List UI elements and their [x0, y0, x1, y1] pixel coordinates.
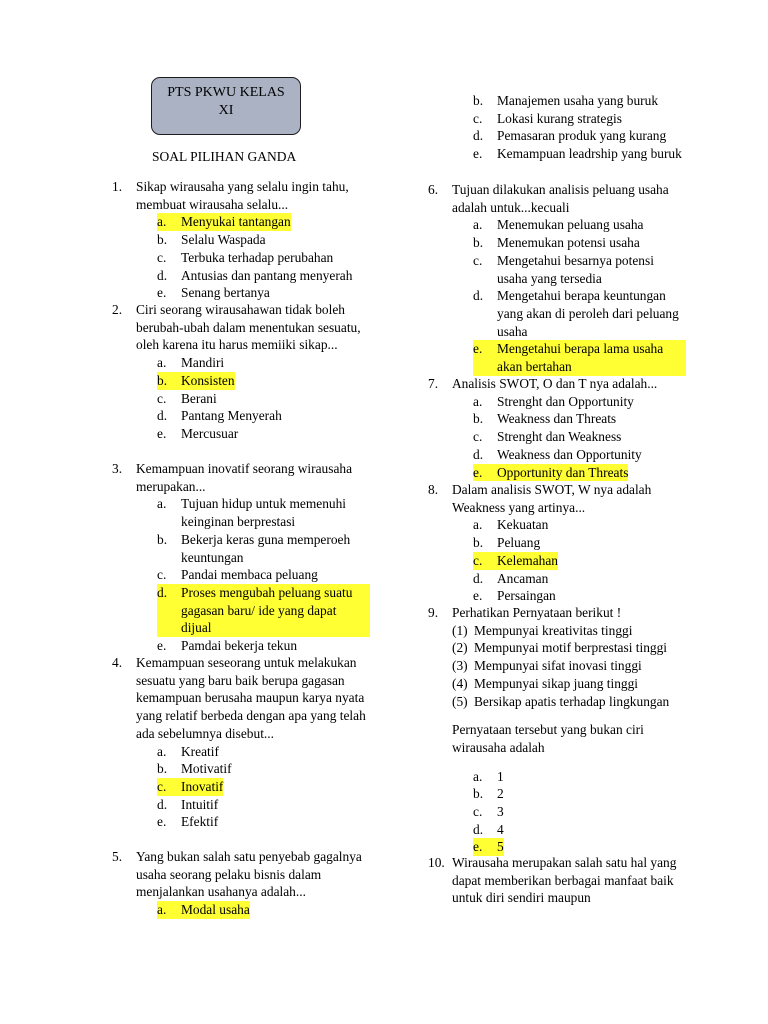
answer-option[interactable]: [473, 287, 686, 340]
option-letter: e.: [157, 814, 167, 830]
answer-option[interactable]: [473, 803, 686, 821]
option-letter: a.: [473, 517, 483, 533]
answer-option[interactable]: [473, 410, 686, 428]
option-text: Kreatif: [181, 743, 219, 759]
option-letter: b.: [473, 535, 484, 551]
question-block: [112, 301, 370, 443]
option-letter: a.: [473, 217, 483, 233]
question-number: 4.: [112, 655, 123, 670]
answer-option[interactable]: [473, 216, 686, 234]
question-number: 2.: [112, 302, 123, 317]
answer-option[interactable]: [157, 778, 370, 796]
answer-option[interactable]: [473, 821, 686, 839]
answer-option[interactable]: [157, 213, 370, 231]
highlighted-answer: [473, 464, 628, 482]
option-text: Pamdai bekerja tekun: [181, 638, 298, 654]
option-text: Menemukan peluang usaha: [497, 217, 644, 233]
option-letter: b.: [157, 761, 168, 777]
question-block: [428, 854, 686, 907]
question-block: [112, 460, 370, 655]
question-text: Kemampuan seseorang untuk melakukan sesuatu yang baru baik berupa gagasan kemampuan berusaha maupun karya nyata yang relatif berbeda dengan apa yang telah ada sebelumnya disebut...: [136, 655, 366, 741]
question-row: [428, 481, 686, 516]
question-text: Ciri seorang wirausahawan tidak boleh berubah-ubah dalam menentukan sesuatu, oleh karena itu harus memiiki sikap...: [136, 302, 361, 353]
option-letter: e.: [157, 425, 167, 441]
answer-option[interactable]: [473, 464, 686, 482]
answer-option[interactable]: [157, 495, 370, 530]
question-row: [112, 654, 370, 743]
option-text: Konsisten: [181, 372, 235, 388]
option-text: Manajemen usaha yang buruk: [497, 93, 659, 108]
option-letter: a.: [157, 902, 167, 918]
question-row: [428, 181, 686, 216]
option-letter: d.: [473, 128, 484, 144]
option-text: Kemampuan leadrship yang buruk: [497, 146, 682, 162]
option-letter: b.: [473, 235, 484, 251]
option-text: Intuitif: [181, 796, 219, 812]
option-letter: d.: [473, 288, 484, 304]
option-letter: a.: [473, 393, 483, 409]
answer-option[interactable]: [157, 584, 370, 637]
option-text: Strenght dan Weakness: [497, 429, 622, 445]
answer-option[interactable]: [473, 340, 686, 375]
answer-option[interactable]: [157, 284, 370, 302]
option-letter: e.: [473, 839, 483, 855]
option-letter: c.: [157, 567, 167, 583]
option-text: Tujuan hidup untuk memenuhi keinginan berprestasi: [181, 496, 347, 530]
question-number: 3.: [112, 461, 123, 476]
answer-option[interactable]: [157, 531, 370, 566]
option-text: 4: [497, 821, 504, 837]
question-row: [112, 178, 370, 213]
option-text: Inovatif: [181, 778, 224, 794]
answer-option[interactable]: [157, 249, 370, 267]
option-letter: d.: [157, 584, 168, 600]
option-letter: d.: [473, 446, 484, 462]
option-letter: c.: [157, 778, 167, 794]
option-letter: a.: [157, 355, 167, 371]
option-letter: e.: [157, 285, 167, 301]
option-letter: b.: [473, 93, 484, 108]
answer-option[interactable]: [157, 637, 370, 655]
option-text: Weakness dan Threats: [497, 411, 617, 427]
statement-number: (4): [452, 675, 468, 691]
option-letter: c.: [157, 249, 167, 265]
option-letter: b.: [157, 531, 168, 547]
answer-option[interactable]: [473, 92, 686, 110]
answer-option[interactable]: [473, 570, 686, 588]
option-text: Persaingan: [497, 588, 556, 604]
question-row: [112, 460, 370, 495]
option-letter: d.: [157, 796, 168, 812]
option-text: Mengetahui berapa lama usaha akan bertahan: [497, 341, 664, 375]
question-text: Kemampuan inovatif seorang wirausaha merupakan...: [136, 461, 353, 494]
statement-number: (1): [452, 622, 468, 638]
option-letter: d.: [473, 570, 484, 586]
answer-option[interactable]: [157, 743, 370, 761]
option-text: Efektif: [181, 814, 219, 830]
answer-option[interactable]: [157, 425, 370, 443]
option-letter: a.: [157, 214, 167, 230]
highlighted-answer: [157, 778, 223, 796]
option-text: Selalu Waspada: [181, 232, 266, 248]
highlighted-answer: [157, 901, 250, 919]
question-row: [112, 848, 370, 901]
option-letter: b.: [473, 411, 484, 427]
option-letter: b.: [157, 232, 168, 248]
highlighted-answer: [157, 584, 370, 637]
answer-option[interactable]: [157, 813, 370, 831]
answer-option[interactable]: [473, 534, 686, 552]
question-text: Yang bukan salah satu penyebab gagalnya usaha seorang pelaku bisnis dalam menjalankan usahanya adalah...: [136, 849, 362, 900]
answer-option[interactable]: [473, 768, 686, 786]
option-text: Menyukai tantangan: [181, 214, 291, 230]
answer-option[interactable]: [473, 587, 686, 605]
answer-option[interactable]: [473, 552, 686, 570]
answer-option[interactable]: [157, 231, 370, 249]
option-text: 2: [497, 786, 504, 802]
highlighted-answer: [473, 340, 686, 375]
answer-option[interactable]: [473, 252, 686, 287]
option-text: 5: [497, 839, 504, 855]
answer-option[interactable]: [473, 785, 686, 803]
option-text: Pandai membaca peluang: [181, 567, 318, 583]
option-letter: a.: [157, 743, 167, 759]
option-letter: c.: [473, 252, 483, 268]
option-letter: d.: [157, 267, 168, 283]
statement-text: Bersikap apatis terhadap lingkungan: [474, 693, 670, 709]
option-text: Mercusuar: [181, 425, 239, 441]
option-letter: c.: [473, 552, 483, 568]
section-subtitle: SOAL PILIHAN GANDA: [152, 149, 297, 164]
question-block: [428, 375, 686, 481]
title-line-2: XI: [218, 103, 234, 118]
answer-option[interactable]: [473, 110, 686, 128]
question-row: [428, 854, 686, 907]
option-text: Weakness dan Opportunity: [497, 446, 642, 462]
question-text: Wirausaha merupakan salah satu hal yang dapat memberikan berbagai manfaat baik untuk diri sendiri maupun: [452, 855, 677, 906]
answer-option[interactable]: [157, 372, 370, 390]
question-number: 7.: [428, 376, 439, 391]
option-letter: b.: [157, 372, 168, 388]
option-letter: e.: [473, 146, 483, 162]
answer-option[interactable]: [157, 407, 370, 425]
option-letter: a.: [157, 496, 167, 512]
option-letter: c.: [473, 804, 483, 820]
option-text: 1: [497, 768, 504, 784]
statement-text: Mempunyai sifat inovasi tinggi: [474, 658, 642, 674]
option-text: Terbuka terhadap perubahan: [181, 249, 334, 265]
answer-option[interactable]: [157, 354, 370, 372]
answer-option[interactable]: [157, 390, 370, 408]
option-text: Motivatif: [181, 761, 232, 777]
option-letter: b.: [473, 786, 484, 802]
option-text: Kekuatan: [497, 517, 549, 533]
title-line-1: PTS PKWU KELAS: [167, 85, 285, 100]
highlighted-answer: [157, 372, 235, 390]
option-text: Antusias dan pantang menyerah: [181, 267, 353, 283]
question-text: Dalam analisis SWOT, W nya adalah Weakness yang artinya...: [452, 482, 652, 515]
question-block: [428, 604, 686, 856]
option-text: Mengetahui besarnya potensi usaha yang tersedia: [497, 252, 654, 286]
option-text: Modal usaha: [181, 902, 250, 918]
answer-option[interactable]: [473, 393, 686, 411]
option-letter: c.: [157, 390, 167, 406]
answer-option[interactable]: [157, 901, 370, 919]
statement-text: Mempunyai kreativitas tinggi: [474, 622, 633, 638]
option-letter: a.: [473, 768, 483, 784]
option-text: Proses mengubah peluang suatu gagasan baru/ ide yang dapat dijual: [181, 584, 353, 636]
statement-text: Mempunyai sikap juang tinggi: [474, 675, 639, 691]
answer-option[interactable]: [157, 760, 370, 778]
question-number: 10.: [428, 855, 445, 870]
question-block: [428, 181, 686, 376]
option-text: Berani: [181, 390, 217, 406]
option-text: Lokasi kurang strategis: [497, 110, 622, 126]
answer-option[interactable]: [473, 145, 686, 163]
question-block: [428, 92, 686, 163]
statement-number: (2): [452, 640, 468, 656]
answer-option[interactable]: [473, 446, 686, 464]
question-number: 6.: [428, 182, 439, 197]
option-text: Mandiri: [181, 355, 225, 371]
question-row: [428, 604, 686, 622]
title-box: [151, 77, 301, 135]
question-row: [112, 301, 370, 354]
question-block: [112, 178, 370, 302]
option-text: Menemukan potensi usaha: [497, 235, 640, 251]
option-text: Mengetahui berapa keuntungan yang akan di peroleh dari peluang usaha: [497, 288, 679, 339]
option-letter: c.: [473, 429, 483, 445]
option-text: Pantang Menyerah: [181, 408, 282, 424]
option-letter: e.: [473, 341, 483, 357]
question-text: Perhatikan Pernyataan berikut !: [452, 605, 622, 620]
question-number: 8.: [428, 482, 439, 497]
question-row: [428, 375, 686, 393]
answer-option[interactable]: [157, 267, 370, 285]
option-text: Strenght dan Opportunity: [497, 393, 634, 409]
option-letter: c.: [473, 110, 483, 126]
option-text: Bekerja keras guna memperoeh keuntungan: [181, 531, 351, 565]
statement-item: [452, 657, 686, 675]
option-text: 3: [497, 804, 504, 820]
option-text: Pemasaran produk yang kurang: [497, 128, 667, 144]
option-text: Ancaman: [497, 570, 549, 586]
answer-option[interactable]: [473, 516, 686, 534]
option-letter: d.: [473, 821, 484, 837]
option-text: Kelemahan: [497, 552, 558, 568]
option-text: Peluang: [497, 535, 541, 551]
question-text: Sikap wirausaha yang selalu ingin tahu, membuat wirausaha selalu...: [136, 179, 349, 212]
question-number: 5.: [112, 849, 123, 864]
option-letter: e.: [473, 588, 483, 604]
answer-option[interactable]: [157, 796, 370, 814]
question-number: 1.: [112, 179, 123, 194]
statement-item: [452, 622, 686, 640]
statement-item: [452, 693, 686, 711]
statement-number: (3): [452, 658, 468, 674]
option-letter: e.: [157, 638, 167, 654]
answer-option[interactable]: [473, 234, 686, 252]
question-block: [112, 654, 370, 831]
question-number: 9.: [428, 605, 439, 620]
statement-text: Mempunyai motif berprestasi tinggi: [474, 640, 668, 656]
statement-item: [452, 675, 686, 693]
question-block: [428, 481, 686, 605]
question-block: [112, 848, 370, 919]
statement-number: (5): [452, 693, 468, 709]
option-letter: e.: [473, 464, 483, 480]
question-text: Analisis SWOT, O dan T nya adalah...: [452, 376, 658, 391]
option-text: Opportunity dan Threats: [497, 464, 629, 480]
question-text: Tujuan dilakukan analisis peluang usaha adalah untuk...kecuali: [452, 182, 669, 215]
answer-option[interactable]: [473, 428, 686, 446]
statement-item: [452, 639, 686, 657]
answer-option[interactable]: [157, 566, 370, 584]
highlighted-answer: [473, 552, 558, 570]
answer-option[interactable]: [473, 127, 686, 145]
question-note: Pernyataan tersebut yang bukan ciri wirausaha adalah: [452, 722, 644, 755]
highlighted-answer: [157, 213, 291, 231]
option-text: Senang bertanya: [181, 285, 270, 301]
option-letter: d.: [157, 408, 168, 424]
